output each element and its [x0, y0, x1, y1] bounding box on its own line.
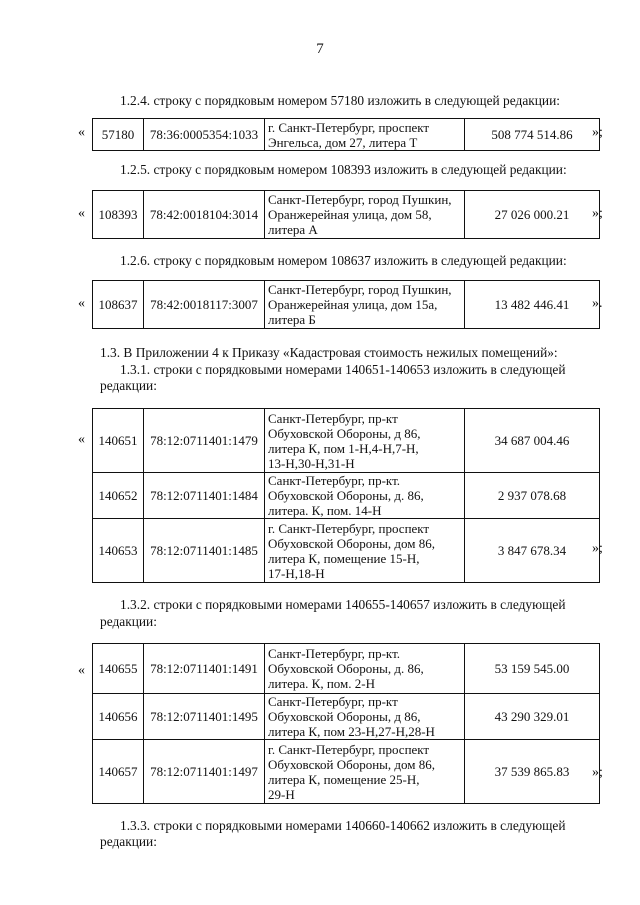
- table-row: [93, 740, 600, 804]
- address-line: Энгельса, дом 27, литера Т: [268, 134, 418, 150]
- cadastral-value-cell: 37 539 865.83: [465, 740, 600, 804]
- address-line: Обуховской Обороны, д 86,: [268, 709, 421, 724]
- table-row: [93, 191, 600, 239]
- address-line: литера К, пом 1-Н,4-Н,7-Н,: [268, 440, 419, 456]
- cadastral-value-cell: 43 290 329.01: [465, 694, 600, 740]
- paragraph-1-2-5: 1.2.5. строку с порядковым номером 108393 изложить в следующей редакции:: [120, 162, 567, 177]
- address-line: г. Санкт-Петербург, проспект: [268, 119, 430, 135]
- address-cell: [265, 519, 465, 583]
- address-cell: [265, 281, 465, 329]
- paragraph-1-3-2-line-2: редакции:: [100, 614, 157, 629]
- cadastral-number-cell: 78:42:0018117:3007: [144, 281, 265, 329]
- address-cell: [265, 740, 465, 804]
- address-line: Санкт-Петербург, пр-кт.: [268, 646, 401, 661]
- address-line: литера К, помещение 15-Н,: [268, 550, 420, 566]
- address-cell: [265, 191, 465, 239]
- address-line: 17-Н,18-Н: [268, 565, 325, 581]
- address-line: литера Б: [268, 312, 316, 327]
- paragraph-1-2-6: 1.2.6. строку с порядковым номером 108637 изложить в следующей редакции:: [120, 253, 567, 268]
- row-number-cell: 108637: [93, 281, 144, 329]
- cadastral-value-cell: 2 937 078.68: [465, 473, 600, 519]
- cadastral-number-cell: 78:12:0711401:1495: [144, 694, 265, 740]
- close-quote: »;: [592, 206, 603, 221]
- address-cell: [265, 473, 465, 519]
- address-line: Обуховской Обороны, дом 86,: [268, 756, 435, 772]
- row-table-108393: [92, 190, 600, 239]
- table-row: [93, 644, 600, 694]
- open-quote: «: [78, 663, 85, 678]
- row-table-140655-140657: [92, 643, 600, 804]
- open-quote: «: [78, 296, 85, 311]
- table-row: [93, 119, 600, 151]
- close-quote: »;: [592, 765, 603, 780]
- paragraph-1-3-1-line-2: редакции:: [100, 378, 157, 393]
- row-number-cell: 108393: [93, 191, 144, 239]
- page-number: 7: [316, 41, 324, 57]
- row-table-140651-140653: [92, 408, 600, 583]
- cadastral-number-cell: 78:12:0711401:1485: [144, 519, 265, 583]
- cadastral-number-cell: 78:12:0711401:1479: [144, 409, 265, 473]
- address-line: литера. К, пом. 14-Н: [268, 503, 382, 518]
- address-line: литера А: [268, 222, 318, 237]
- open-quote: «: [78, 125, 85, 140]
- close-quote: »;: [592, 541, 603, 556]
- row-number-cell: 140656: [93, 694, 144, 740]
- row-table-108637: [92, 280, 600, 329]
- address-line: литера. К, пом. 2-Н: [268, 676, 375, 691]
- row-number-cell: 140653: [93, 519, 144, 583]
- cadastral-number-cell: 78:12:0711401:1484: [144, 473, 265, 519]
- table-row: [93, 473, 600, 519]
- address-line: Санкт-Петербург, город Пушкин,: [268, 192, 452, 207]
- row-number-cell: 140655: [93, 644, 144, 694]
- address-line: Обуховской Обороны, дом 86,: [268, 535, 435, 551]
- address-line: Санкт-Петербург, город Пушкин,: [268, 282, 452, 297]
- address-line: г. Санкт-Петербург, проспект: [268, 741, 430, 757]
- cadastral-number-cell: 78:12:0711401:1497: [144, 740, 265, 804]
- address-cell: [265, 644, 465, 694]
- row-number-cell: 140652: [93, 473, 144, 519]
- address-line: Обуховской Обороны, д 86,: [268, 425, 421, 441]
- paragraph-1-3-3-line-2: редакции:: [100, 834, 157, 849]
- cadastral-number-cell: 78:42:0018104:3014: [144, 191, 265, 239]
- address-line: Санкт-Петербург, пр-кт: [268, 694, 398, 709]
- close-quote: »;: [592, 125, 603, 140]
- address-line: Оранжерейная улица, дом 58,: [268, 207, 432, 222]
- address-line: литера К, помещение 25-Н,: [268, 771, 420, 787]
- address-line: Санкт-Петербург, пр-кт: [268, 410, 398, 426]
- address-line: Обуховской Обороны, д. 86,: [268, 488, 424, 503]
- address-line: Обуховской Обороны, д. 86,: [268, 661, 424, 676]
- address-line: Санкт-Петербург, пр-кт.: [268, 473, 401, 488]
- address-cell: [265, 119, 465, 151]
- table-row: [93, 409, 600, 473]
- address-line: г. Санкт-Петербург, проспект: [268, 520, 430, 536]
- cadastral-value-cell: 508 774 514.86: [465, 119, 600, 151]
- paragraph-1-3-3-line-1: 1.3.3. строки с порядковыми номерами 140660-140662 изложить в следующей: [120, 818, 566, 833]
- cadastral-value-cell: 53 159 545.00: [465, 644, 600, 694]
- row-number-cell: 57180: [93, 119, 144, 151]
- cadastral-number-cell: 78:12:0711401:1491: [144, 644, 265, 694]
- address-line: 13-Н,30-Н,31-Н: [268, 455, 355, 471]
- table-row: [93, 519, 600, 583]
- cadastral-number-cell: 78:36:0005354:1033: [144, 119, 265, 151]
- cadastral-value-cell: 34 687 004.46: [465, 409, 600, 473]
- paragraph-1-3: 1.3. В Приложении 4 к Приказу «Кадастровая стоимость нежилых помещений»:: [100, 345, 558, 360]
- address-line: 29-Н: [268, 786, 295, 802]
- address-line: литера К, пом 23-Н,27-Н,28-Н: [268, 724, 435, 739]
- address-line: Оранжерейная улица, дом 15а,: [268, 297, 438, 312]
- address-cell: [265, 694, 465, 740]
- cadastral-value-cell: 13 482 446.41: [465, 281, 600, 329]
- cadastral-value-cell: 3 847 678.34: [465, 519, 600, 583]
- cadastral-value-cell: 27 026 000.21: [465, 191, 600, 239]
- table-row: [93, 281, 600, 329]
- close-quote: ».: [592, 296, 603, 311]
- paragraph-1-3-1-line-1: 1.3.1. строки с порядковыми номерами 140651-140653 изложить в следующей: [120, 362, 566, 377]
- open-quote: «: [78, 206, 85, 221]
- row-table-57180: [92, 118, 600, 151]
- paragraph-1-3-2-line-1: 1.3.2. строки с порядковыми номерами 140655-140657 изложить в следующей: [120, 597, 566, 612]
- row-number-cell: 140651: [93, 409, 144, 473]
- row-number-cell: 140657: [93, 740, 144, 804]
- open-quote: «: [78, 432, 85, 447]
- address-cell: [265, 409, 465, 473]
- paragraph-1-2-4: 1.2.4. строку с порядковым номером 57180 изложить в следующей редакции:: [120, 93, 560, 108]
- table-row: [93, 694, 600, 740]
